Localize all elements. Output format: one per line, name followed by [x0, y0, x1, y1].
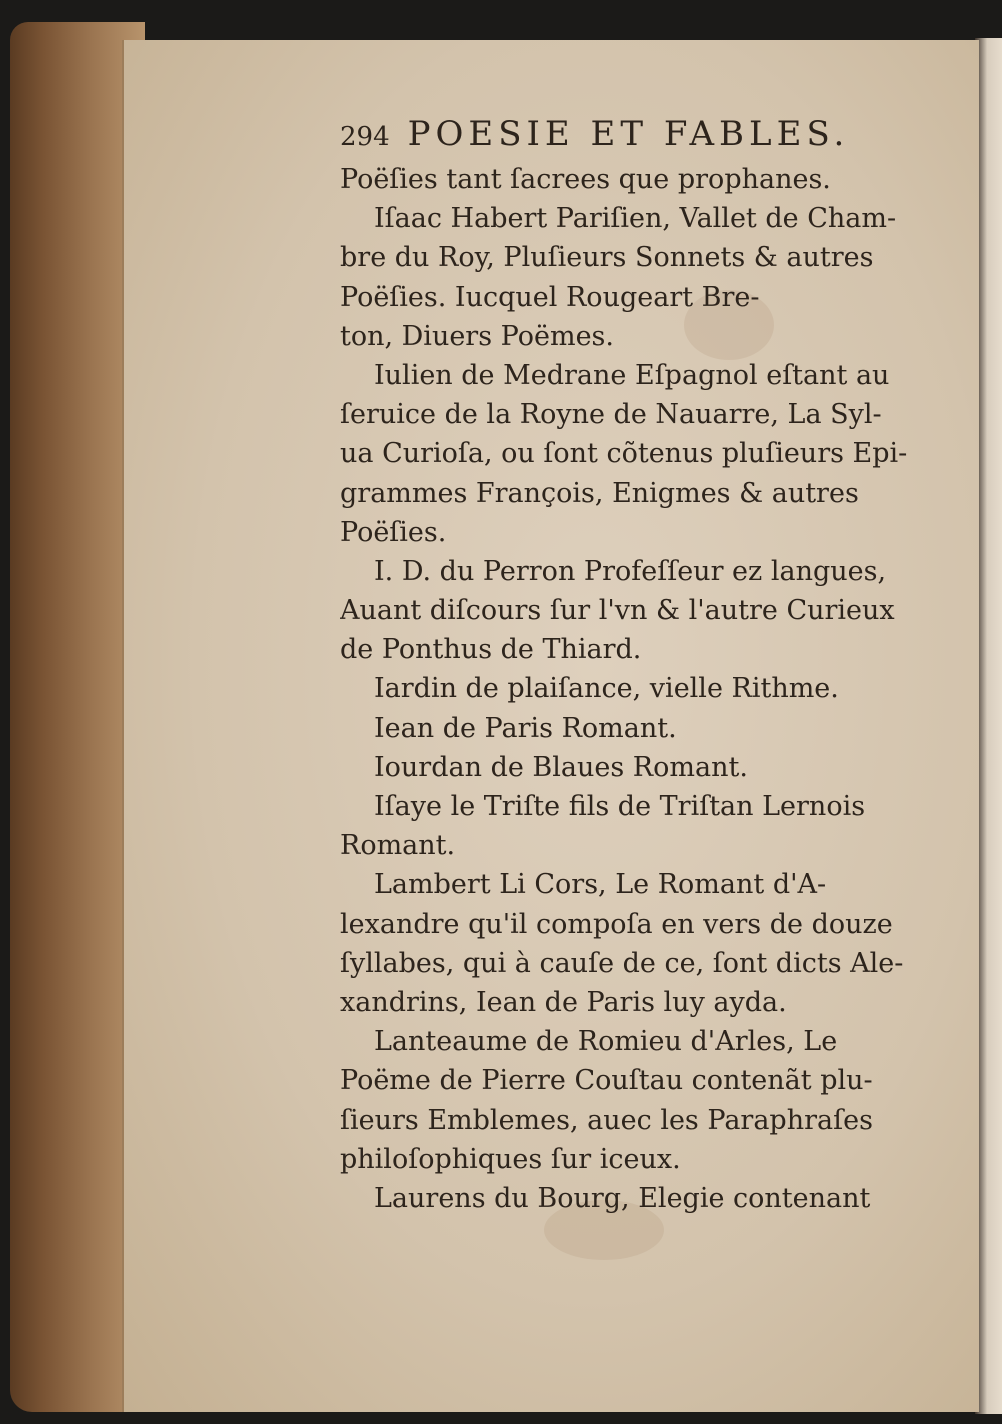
text-line: Laurens du Bourg, Elegie contenant	[374, 1182, 871, 1214]
text-line: grammes François, Enigmes & autres	[340, 477, 859, 509]
text-line: Iourdan de Blaues Romant.	[374, 751, 748, 783]
text-line: philoſophiques ſur iceux.	[340, 1143, 681, 1175]
text-line: Lambert Li Cors, Le Romant d'A-	[374, 869, 827, 901]
text-line: lexandre qu'il compoſa en vers de douze	[340, 908, 893, 940]
text-line: Poëſies. Iucquel Rougeart Bre-	[340, 281, 760, 313]
text-line: Lanteaume de Romieu d'Arles, Le	[374, 1026, 838, 1058]
text-line: Auant diſcours ſur l'vn & l'autre Curieux	[340, 595, 895, 627]
text-line: Poëme de Pierre Couſtau contenãt plu-	[340, 1065, 873, 1097]
text-line: xandrins, Iean de Paris luy ayda.	[340, 986, 787, 1018]
text-line: de Ponthus de Thiard.	[340, 634, 642, 666]
text-line: Iean de Paris Romant.	[374, 712, 677, 744]
text-line: ſieurs Emblemes, auec les Paraphraſes	[340, 1104, 873, 1136]
page-text	[340, 114, 950, 1218]
text-line: ton, Diuers Poëmes.	[340, 320, 614, 352]
text-line: Iulien de Medrane Eſpagnol eſtant au	[374, 359, 890, 391]
text-line: ſeruice de la Royne de Nauarre, La Syl-	[340, 399, 882, 431]
text-line: Romant.	[340, 830, 456, 862]
text-line: Poëſies tant ſacrees que prophanes.	[340, 164, 831, 195]
text-line: Poëſies.	[340, 516, 447, 548]
page-header	[340, 114, 950, 160]
text-line: I. D. du Perron Profeſſeur ez langues,	[374, 555, 887, 587]
running-title: POESIE ET FABLES.	[407, 114, 850, 154]
text-line: Iſaac Habert Pariſien, Vallet de Cham-	[374, 203, 897, 235]
text-line: Iardin de plaiſance, vielle Rithme.	[374, 673, 839, 705]
text-line: bre du Roy, Pluſieurs Sonnets & autres	[340, 242, 874, 274]
text-line: ua Curioſa, ou ſont cõtenus pluſieurs Epi-	[340, 438, 908, 470]
text-line: Iſaye le Triſte fils de Triſtan Lernois	[374, 791, 866, 822]
page-number: 294	[340, 122, 390, 152]
facing-page-edge	[975, 38, 1002, 1414]
text-line: ſyllabes, qui à cauſe de ce, ſont dicts Ale-	[340, 947, 904, 979]
text-body	[340, 160, 950, 1218]
